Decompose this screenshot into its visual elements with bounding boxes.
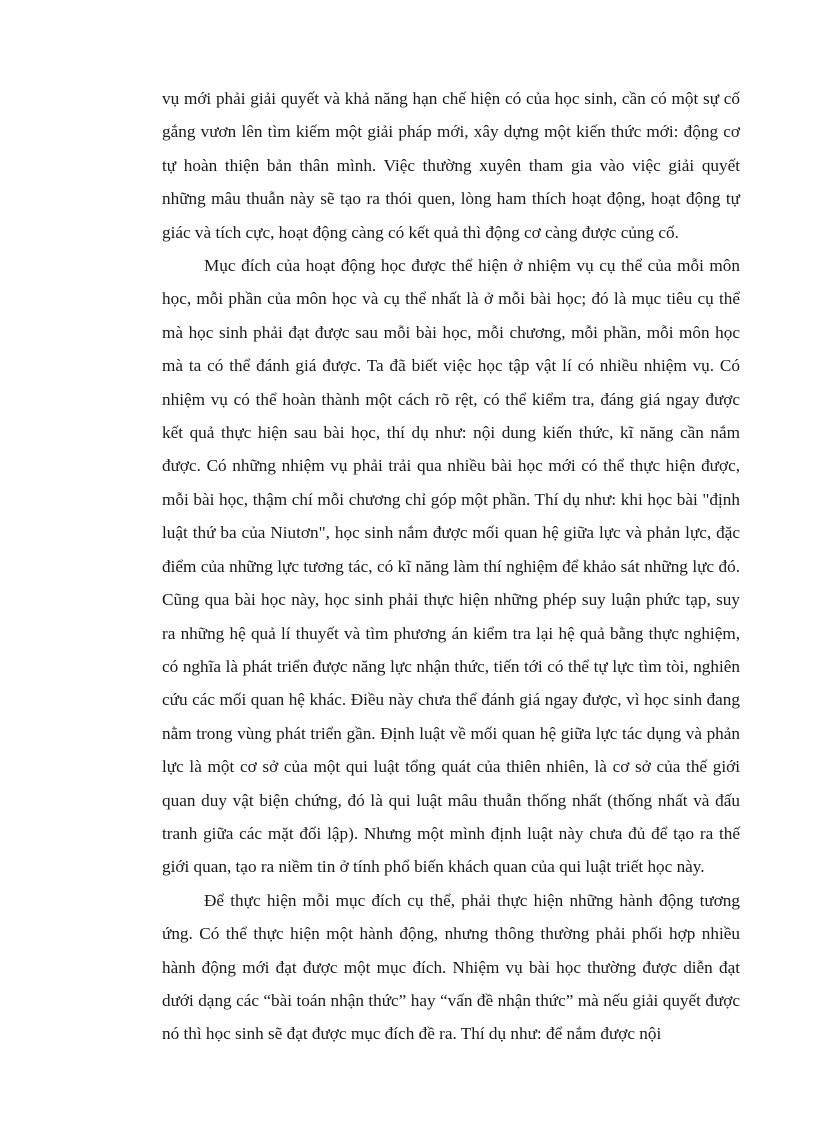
paragraph-actions: Để thực hiện mỗi mục đích cụ thể, phải thực hiện những hành động tương ứng. Có thể thực hiện một hành động, nhưng thông thường phải phối hợp nhiều hành động mới đạt được một mục đích. Nhiệm vụ bài học thường được diễn đạt dưới dạng các “bài toán nhận thức” hay “vấn đề nhận thức” mà nếu giải quyết được nó thì học sinh sẽ đạt được mục đích đề ra. Thí dụ như: để nắm được nội xyxy=(162,890,740,1044)
paragraph-continuation: vụ mới phải giải quyết và khả năng hạn chế hiện có của học sinh, cần có một sự cố gắng vươn lên tìm kiếm một giải pháp mới, xây dựng một kiến thức mới: động cơ tự hoàn thiện bản thân mình. Việc thường xuyên tham gia vào việc giải quyết những mâu thuẫn này sẽ tạo ra thói quen, lòng ham thích hoạt động, hoạt động tự giác và tích cực, hoạt động càng có kết quả thì động cơ càng được củng cố. xyxy=(162,89,740,242)
paragraph-learning-purpose: Mục đích của hoạt động học được thể hiện ở nhiệm vụ cụ thể của mỗi môn học, mỗi phần của môn học và cụ thể nhất là ở mỗi bài học; đó là mục tiêu cụ thể mà học sinh phải đạt được sau mỗi bài học, mỗi chương, mỗi phần, mỗi môn học mà ta có thể đánh giá được. Ta đã biết việc học tập vật lí có nhiều nhiệm vụ. Có nhiệm vụ có thể hoàn thành một cách rõ rệt, có thể kiểm tra, đáng giá ngay được kết quả thực hiện sau bài học, thí dụ như: nội dung kiến thức, kĩ năng cần nắm được. Có những nhiệm vụ phải trải qua nhiều bài học mới có thể thực hiện được, mỗi bài học, thậm chí mỗi chương chỉ góp một phần. Thí dụ như: khi học bài "định luật thứ ba của Niutơn", học sinh nắm được mối quan hệ giữa lực và phản lực, đặc điểm của những lực tương tác, có kĩ năng làm thí nghiệm để khảo sát những lực đó. Cũng qua bài học này, học sinh phải thực hiện những phép suy luận phức tạp, suy ra những hệ quả lí thuyết và tìm phương án kiểm tra lại hệ quả bằng thực nghiệm, có nghĩa là phát triển được năng lực nhận thức, tiến tới có thể tự lực tìm tòi, nghiên cứu các mối quan hệ khác. Điều này chưa thể đánh giá ngay được, vì học sinh đang nằm trong vùng phát triển gần. Định luật về mối quan hệ giữa lực tác dụng và phản lực là một cơ sở của một qui luật tổng quát của thiên nhiên, là cơ sở của thế giới quan duy vật biện chứng, đó là qui luật mâu thuẫn thống nhất (thống nhất và đấu tranh giữa các mặt đối lập). Nhưng một mình định luật này chưa đủ để tạo ra thế giới quan, tạo ra niềm tin ở tính phổ biến khách quan của qui luật triết học này. xyxy=(162,256,740,877)
document-page xyxy=(162,82,740,1051)
